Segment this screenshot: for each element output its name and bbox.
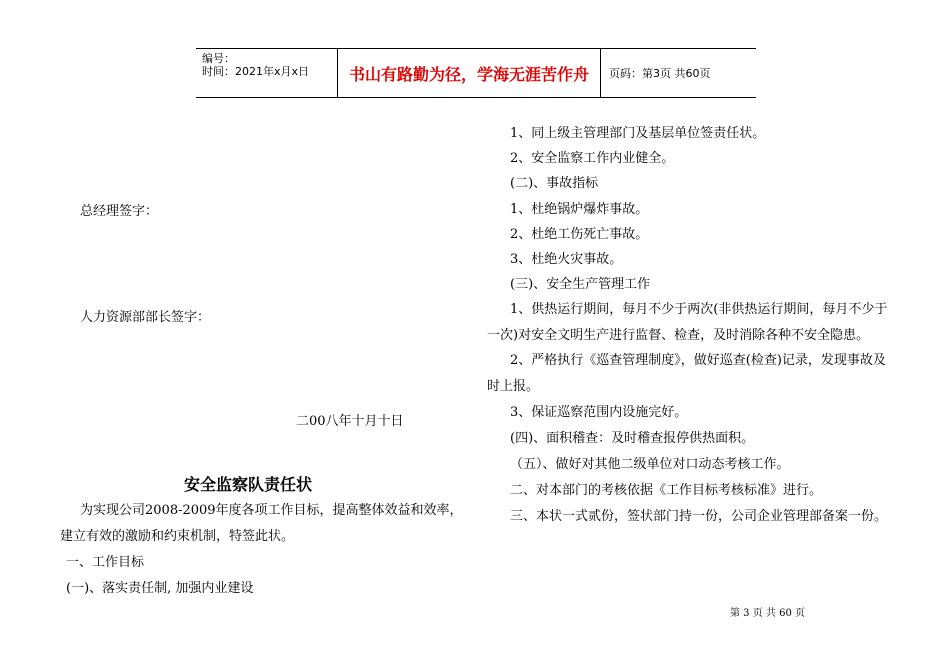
right-line: 2、严格执行《巡查管理制度》，做好巡查(检查)记录，发现事故及 <box>510 353 886 368</box>
number-label: 编号： <box>202 52 235 65</box>
document-title: 安全监察队责任状 <box>184 475 313 494</box>
right-line: 一次)对安全文明生产进行监督、检查，及时消除各种不安全隐患。 <box>487 328 870 343</box>
header-motto: 书山有路勤为径，学海无涯苦作舟 <box>338 49 601 97</box>
right-line: 2、安全监察工作内业健全。 <box>510 151 675 166</box>
right-line: (三)、安全生产管理工作 <box>510 277 651 292</box>
document-date: 二00八年十月十日 <box>296 414 404 429</box>
page-footer: 第 3 页 共 60 页 <box>730 608 805 619</box>
right-line: 1、杜绝锅炉爆炸事故。 <box>510 202 649 217</box>
intro-line-2: 建立有效的激励和约束机制，特签此状。 <box>60 529 295 544</box>
right-line: (二)、事故指标 <box>510 176 599 191</box>
header-page-label: 页码：第3页 共60页 <box>609 67 711 80</box>
gm-signature-label: 总经理签字： <box>80 204 159 219</box>
section-heading-goals: 一、工作目标 <box>66 555 145 570</box>
header-meta <box>196 49 338 97</box>
right-line: 2、杜绝工伤死亡事故。 <box>510 227 649 242</box>
right-line: 时上报。 <box>487 379 540 394</box>
subsection-heading-1: (一)、落实责任制, 加强内业建设 <box>66 581 254 596</box>
intro-line-1: 为实现公司2008-2009年度各项工作目标，提高整体效益和效率， <box>80 503 463 518</box>
right-line: 3、杜绝火灾事故。 <box>510 252 623 267</box>
page-header <box>196 48 756 98</box>
time-label: 时间：2021年x月x日 <box>202 65 310 78</box>
right-line: 三、本状一式贰份，签状部门持一份，公司企业管理部备案一份。 <box>510 509 888 524</box>
right-line: (四)、面积稽查：及时稽查报停供热面积。 <box>510 431 755 446</box>
right-line: 1、同上级主管理部门及基层单位签责任状。 <box>510 126 766 141</box>
right-line: 二、对本部门的考核依据《工作目标考核标准》进行。 <box>510 483 823 498</box>
right-line: 1、供热运行期间，每月不少于两次(非供热运行期间，每月不少于 <box>510 302 888 317</box>
right-line: （五）、做好对其他二级单位对口动态考核工作。 <box>510 457 790 472</box>
hr-signature-label: 人力资源部部长签字： <box>80 310 211 325</box>
right-line: 3、保证巡察范围内设施完好。 <box>510 405 688 420</box>
